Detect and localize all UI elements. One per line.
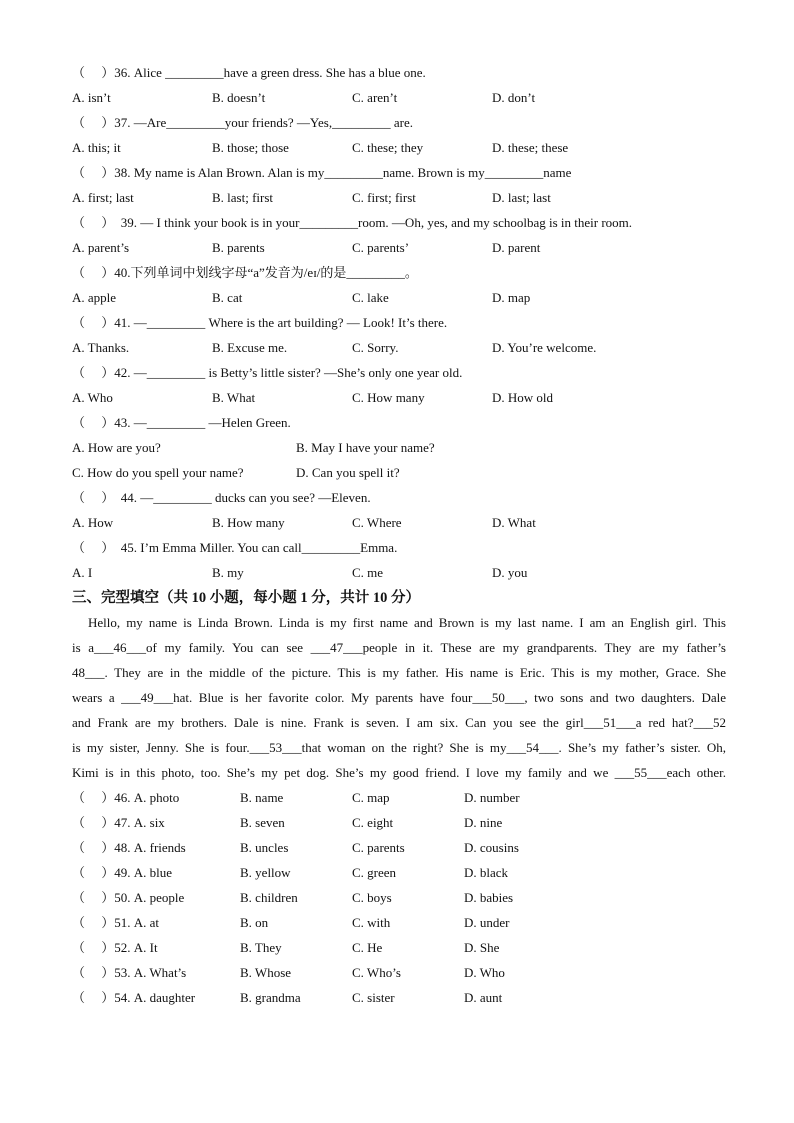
passage-line: is a___46___of my family. You can see ___47___people in it. These are my grandparents. They are my father’s — [72, 640, 726, 655]
cloze-50-stem: （ ）50. A. people — [72, 890, 185, 905]
cloze-48-stem: （ ）48. A. friends — [72, 840, 186, 855]
q36-option-c: C. aren’t — [352, 90, 398, 105]
question-41-stem: （ ）41. —_________ Where is the art building? — Look! It’s there. — [72, 315, 448, 330]
cloze-52-option-c: C. He — [352, 940, 383, 955]
cloze-47-option-d: D. nine — [464, 815, 503, 830]
q37-option-c: C. these; they — [352, 140, 424, 155]
q45-option-b: B. my — [212, 565, 244, 580]
q42-option-a: A. Who — [72, 390, 113, 405]
question-36-stem: （ ）36. Alice _________have a green dress. She has a blue one. — [72, 65, 426, 80]
question-45-stem: （ ） 45. I’m Emma Miller. You can call_________Emma. — [72, 540, 398, 555]
cloze-49-option-c: C. green — [352, 865, 397, 880]
q45-option-d: D. you — [492, 565, 528, 580]
cloze-46-option-d: D. number — [464, 790, 520, 805]
cloze-51-option-d: D. under — [464, 915, 510, 930]
q42-option-c: C. How many — [352, 390, 425, 405]
cloze-54-stem: （ ）54. A. daughter — [72, 990, 196, 1005]
q41-option-c: C. Sorry. — [352, 340, 399, 355]
question-43-stem: （ ）43. —_________ —Helen Green. — [72, 415, 291, 430]
q39-option-d: D. parent — [492, 240, 541, 255]
q41-option-b: B. Excuse me. — [212, 340, 288, 355]
q36-option-a: A. isn’t — [72, 90, 111, 105]
q44-option-c: C. Where — [352, 515, 402, 530]
q36-option-b: B. doesn’t — [212, 90, 266, 105]
passage-line: wears a ___49___hat. Blue is her favorite color. My parents have four___50___, two sons and two daughters. Dale — [72, 690, 726, 705]
q38-option-c: C. first; first — [352, 190, 416, 205]
passage-line: and Frank are my brothers. Dale is nine. Frank is seven. I am six. Can you see the girl___51___a red hat?___52 — [72, 715, 726, 730]
q37-option-d: D. these; these — [492, 140, 569, 155]
cloze-46-stem: （ ）46. A. photo — [72, 790, 180, 805]
q41-option-a: A. Thanks. — [72, 340, 130, 355]
cloze-50-option-c: C. boys — [352, 890, 392, 905]
cloze-52-option-d: D. She — [464, 940, 500, 955]
cloze-47-option-b: B. seven — [240, 815, 285, 830]
q39-option-b: B. parents — [212, 240, 265, 255]
q43-option-a: A. How are you? — [72, 440, 161, 455]
question-44-stem: （ ） 44. —_________ ducks can you see? —Eleven. — [72, 490, 371, 505]
cloze-53-option-d: D. Who — [464, 965, 505, 980]
q42-option-d: D. How old — [492, 390, 554, 405]
q41-option-d: D. You’re welcome. — [492, 340, 597, 355]
cloze-54-option-d: D. aunt — [464, 990, 503, 1005]
q36-option-d: D. don’t — [492, 90, 536, 105]
q43-option-c: C. How do you spell your name? — [72, 465, 244, 480]
passage-line: is my sister, Jenny. She is four.___53___that woman on the right? She is my___54___. She’s my father’s sister. Oh, — [72, 740, 726, 755]
cloze-49-option-b: B. yellow — [240, 865, 291, 880]
question-39-stem: （ ） 39. — I think your book is in your_________room. —Oh, yes, and my schoolbag is in their room. — [72, 215, 633, 230]
q40-option-b: B. cat — [212, 290, 243, 305]
q39-option-a: A. parent’s — [72, 240, 130, 255]
cloze-53-stem: （ ）53. A. What’s — [72, 965, 187, 980]
cloze-52-stem: （ ）52. A. It — [72, 940, 158, 955]
cloze-52-option-b: B. They — [240, 940, 282, 955]
cloze-48-option-c: C. parents — [352, 840, 405, 855]
q44-option-a: A. How — [72, 515, 114, 530]
q39-option-c: C. parents’ — [352, 240, 410, 255]
q45-option-c: C. me — [352, 565, 384, 580]
q38-option-a: A. first; last — [72, 190, 134, 205]
q43-option-b: B. May I have your name? — [296, 440, 435, 455]
q38-option-b: B. last; first — [212, 190, 274, 205]
cloze-51-option-b: B. on — [240, 915, 269, 930]
q45-option-a: A. I — [72, 565, 93, 580]
cloze-48-option-b: B. uncles — [240, 840, 289, 855]
passage-line: Kimi is in this photo, too. She’s my pet dog. She’s my good friend. I love my family and we ___55___each other. — [72, 765, 726, 780]
cloze-50-option-d: D. babies — [464, 890, 514, 905]
q37-option-a: A. this; it — [72, 140, 121, 155]
passage-line: Hello, my name is Linda Brown. Linda is my first name and Brown is my last name. I am an English girl. This — [88, 615, 726, 630]
q44-option-b: B. How many — [212, 515, 285, 530]
q42-option-b: B. What — [212, 390, 256, 405]
cloze-49-option-d: D. black — [464, 865, 509, 880]
cloze-53-option-b: B. Whose — [240, 965, 292, 980]
question-42-stem: （ ）42. —_________ is Betty’s little sister? —She’s only one year old. — [72, 365, 463, 380]
question-37-stem: （ ）37. —Are_________your friends? —Yes,_________ are. — [72, 115, 413, 130]
q40-option-d: D. map — [492, 290, 531, 305]
q44-option-d: D. What — [492, 515, 536, 530]
question-40-stem: （ ）40.下列单词中划线字母“a”发音为/eɪ/的是_________。 — [72, 265, 418, 280]
cloze-53-option-c: C. Who’s — [352, 965, 401, 980]
cloze-51-option-c: C. with — [352, 915, 391, 930]
cloze-50-option-b: B. children — [240, 890, 298, 905]
passage-line: 48___. They are in the middle of the picture. This is my father. His name is Eric. This is my mother, Grace. She — [72, 665, 726, 680]
cloze-46-option-c: C. map — [352, 790, 390, 805]
q37-option-b: B. those; those — [212, 140, 289, 155]
cloze-54-option-b: B. grandma — [240, 990, 301, 1005]
question-38-stem: （ ）38. My name is Alan Brown. Alan is my_________name. Brown is my_________name — [72, 165, 572, 180]
q40-option-a: A. apple — [72, 290, 117, 305]
cloze-47-option-c: C. eight — [352, 815, 394, 830]
q43-option-d: D. Can you spell it? — [296, 465, 400, 480]
cloze-54-option-c: C. sister — [352, 990, 395, 1005]
cloze-48-option-d: D. cousins — [464, 840, 519, 855]
q40-option-c: C. lake — [352, 290, 389, 305]
cloze-47-stem: （ ）47. A. six — [72, 815, 165, 830]
cloze-51-stem: （ ）51. A. at — [72, 915, 160, 930]
cloze-46-option-b: B. name — [240, 790, 284, 805]
q38-option-d: D. last; last — [492, 190, 551, 205]
section-heading: 三、完型填空（共 10 小题，每小题 1 分，共计 10 分） — [72, 590, 420, 606]
cloze-49-stem: （ ）49. A. blue — [72, 865, 173, 880]
